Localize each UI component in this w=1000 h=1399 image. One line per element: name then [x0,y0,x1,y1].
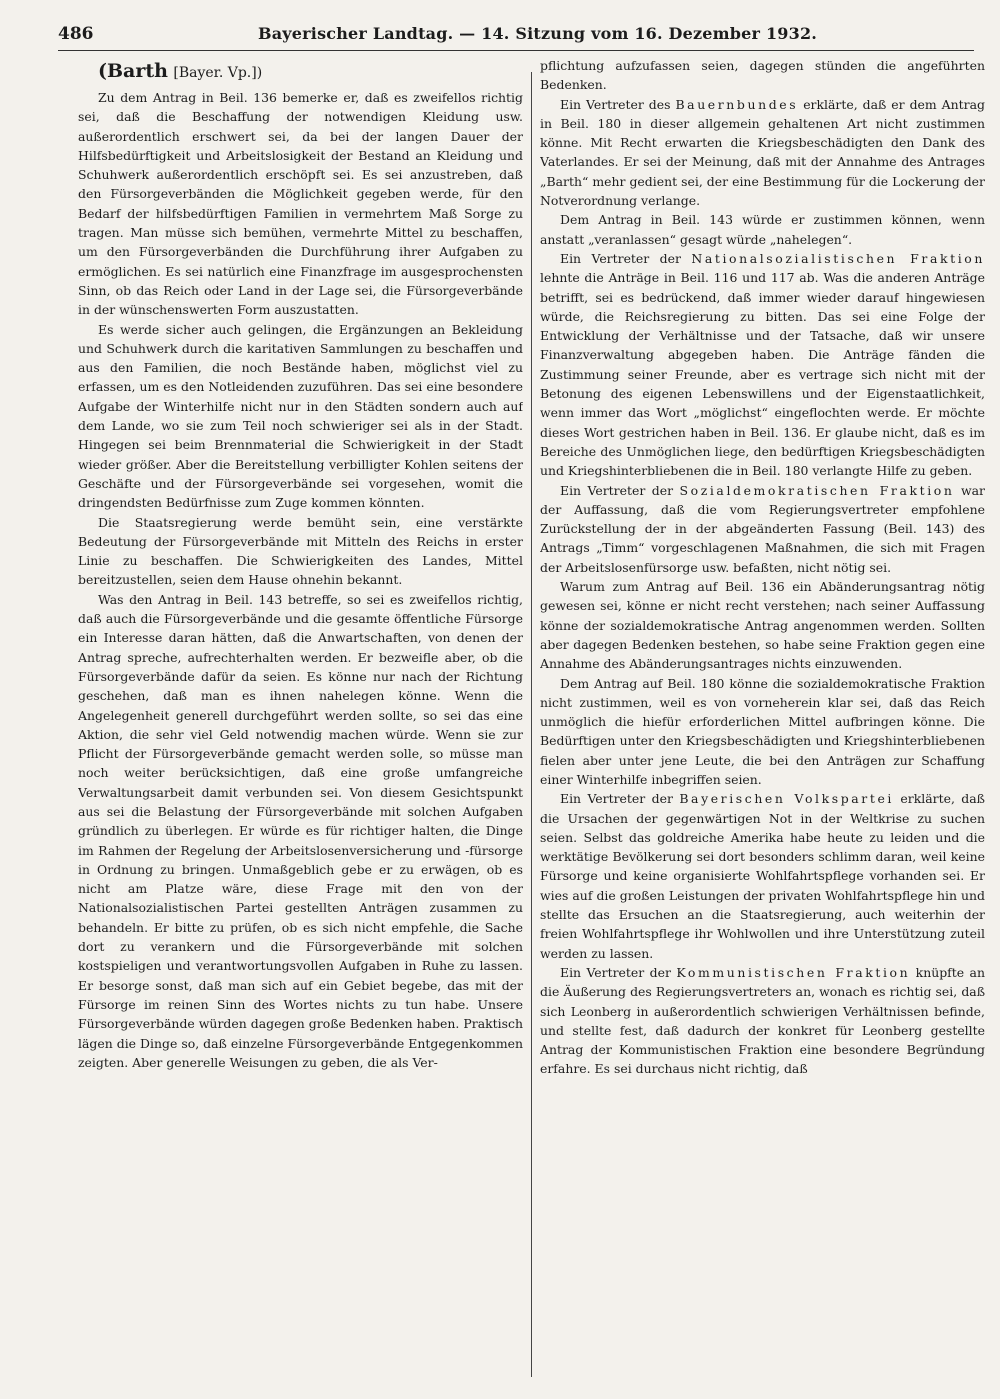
faction-name: Sozialdemokratischen Fraktion [679,482,955,498]
column-divider [531,72,532,1377]
paragraph: Was den Antrag in Beil. 143 betreffe, so sei es zweifellos richtig, daß auch die Fürsorgeverbände und die gesamte öffentliche Fürsorge ein Interesse daran hätten, daß die Anwartschaften, von denen der Antrag spreche, aufrechterhalten werden. Er bezweifle aber, ob die Fürsorgeverbände dafür da seien. Es könne nur nach der Richtung geschehen, daß man es ihnen nahelegen könne. Wenn die Angelegenheit generell durchgeführt werden sollte, so sei das eine Aktion, die sehr viel Geld notwendig machen würde. Wenn sie zur Pflicht der Fürsorgeverbände gemacht werden solle, so müsse man noch weiter berücksichtigen, daß eine große umfangreiche Verwaltungsarbeit damit verbunden sei. Von diesem Gesichtspunkt aus sei die Belastung der Fürsorgeverbände mit solchen Aufgaben gründlich zu überlegen. Er würde es für richtiger halten, die Dinge im Rahmen der Regelung der Arbeitslosenversicherung und -fürsorge in Ordnung zu bringen. Unmaßgeblich gebe er zu erwägen, ob es nicht am Platze wäre, diese Frage mit den von der Nationalsozialistischen Partei gestellten Anträgen zusammen zu behandeln. Er bitte zu prüfen, ob es sich nicht empfehle, die Sache dort zu verankern und die Fürsorgeverbände mit solchen kostspieligen und verantwortungsvollen Aufgaben in Ruhe zu lassen. Er besorge sonst, daß man sich auf ein Gebiet begebe, das mit der Fürsorge im reinen Sinn des Wortes nichts zu tun habe. Unsere Fürsorgeverbände würden dagegen große Bedenken haben. Praktisch lägen die Dinge so, daß einzelne Fürsorgeverbände Entgegenkommen zeigten. Aber generelle Weisungen zu geben, die als Ver- [78,591,523,1070]
paragraph: Ein Vertreter der Nationalsozialistischen Fraktion lehnte die Anträge in Beil. 116 und 117 ab. Was die anderen Anträge betrifft, sei es bedrückend, daß immer wieder darauf hingewiesen würde, die Reichsregierung zu bitten. Das sei eine Folge der Entwicklung der Verhältnisse und der Tatsache, daß wir unsere Finanzverwaltung abgegeben haben. Die Anträge fänden die Zustimmung seiner Freunde, aber es vertrage sich nicht mit der Betonung des eigenen Lebenswillens und der Eigenstaatlichkeit, wenn immer das Wort „möglichst“ eingeflochten werde. Er möchte dieses Wort gestrichen haben in Beil. 136. Er glaube nicht, daß es im Bereiche des Unmöglichen liege, den bedürftigen Kriegsbeschädigten und Kriegshinterbliebenen die in Beil. 180 verlangte Hilfe zu geben. [540,250,985,479]
paragraph: Zu dem Antrag in Beil. 136 bemerke er, daß es zweifellos richtig sei, daß die Beschaffung der notwendigen Kleidung usw. außerordentlich erschwert sei, da bei der langen Dauer der Hilfsbedürftigkeit und Arbeitslosigkeit der Bestand an Kleidung und Schuhwerk außerordentlich erschöpft sei. Es sei anzustreben, daß den Fürsorgeverbänden die Möglichkeit gegeben werde, für den Bedarf der hilfsbedürftigen Familien in vermehrtem Maß Sorge zu tragen. Man müsse sich bemühen, vermehrte Mittel zu beschaffen, um den Fürsorgeverbänden die Durchführung ihrer Aufgaben zu ermöglichen. Es sei natürlich eine Finanzfrage im ausgesprochensten Sinn, ob das Reich oder Land in der Lage sei, die Fürsorgeverbände in der wünschenswerten Form auszustatten. [78,90,523,318]
faction-name: Bayerischen Volkspartei [679,791,894,807]
paragraph: Dem Antrag auf Beil. 180 könne die sozialdemokratische Fraktion nicht zustimmen, weil es von vorneherein klar sei, daß das Reich unmöglich die hiefür erforderlichen Mittel aufbringen könne. Die Bedürftigen unter den Kriegsbeschädigten und Kriegshinterbliebenen fielen aber unter jene Leute, die bei den Anträgen zur Schaffung einer Winterhilfe inbegriffen seien. [540,675,985,787]
faction-name: Kommunistischen Fraktion [676,964,911,980]
faction-name: Bauernbundes [675,96,799,112]
page-number: 486 [58,24,94,44]
paragraph: Ein Vertreter der Bayerischen Volkspartei erklärte, daß die Ursachen der gegenwärtigen Not in der Weltkrise zu suchen seien. Selbst das goldreiche Amerika habe heute zu leiden und die werktätige Bevölkerung sei dort besonders schlimm daran, weil keine Fürsorge und keine organisierte Wohlfahrtspflege vorhanden sei. Er wies auf die großen Leistungen der privaten Wohlfahrtspflege hin und stellte das Ersuchen an die Staatsregierung, auch weiterhin der freien Wohlfahrtspflege ihr Wohlwollen und ihre Unterstützung zuteil werden zu lassen. [540,791,985,961]
page-header [58,20,974,51]
paragraph: Die Staatsregierung werde bemüht sein, eine verstärkte Bedeutung der Fürsorgeverbände mit Mitteln des Reichs in erster Linie zu beschaffen. Die Schwierigkeiten des Landes, Mittel bereitzustellen, seien dem Hause ohnehin bekannt. [78,514,523,588]
speaker-heading [78,56,523,88]
paragraph: Ein Vertreter der Sozialdemokratischen Fraktion war der Auffassung, daß die vom Regierungsvertreter empfohlene Zurückstellung der in der abgeänderten Fassung (Beil. 143) des Antrags „Timm“ vorgeschlagenen Maßnahmen, die sich mit Fragen der Arbeitslosenfürsorge usw. befaßten, nicht nötig sei. [540,482,985,575]
right-column [540,56,985,1386]
faction-name: Nationalsozialistischen Fraktion [691,250,985,266]
paragraph: Es werde sicher auch gelingen, die Ergänzungen an Bekleidung und Schuhwerk durch die karitativen Sammlungen zu beschaffen und aus den Familien, die noch Bestände haben, möglichst viel zu erfassen, um es den Notleidenden zuzuführen. Das sei eine besondere Aufgabe der Winterhilfe nicht nur in den Städten sondern auch auf dem Lande, wo sie zum Teil noch schwieriger sei als in der Stadt. Hingegen sei beim Brennmaterial die Schwierigkeit in der Stadt wieder größer. Aber die Bereitstellung verbilligter Kohlen seitens der Geschäfte und der Fürsorgeverbände sei vorgesehen, womit die dringendsten Bedürfnisse zum Zuge kommen könnten. [78,321,523,511]
paragraph: Warum zum Antrag auf Beil. 136 ein Abänderungsantrag nötig gewesen sei, könne er nicht recht verstehen; nach seiner Auffassung könne der sozialdemokratische Antrag angenommen werden. Sollten aber dagegen Bedenken bestehen, so habe seine Fraktion gegen eine Annahme des Abänderungsantrages nichts einzuwenden. [540,579,985,672]
speaker-name: (Barth [98,60,168,82]
paragraph-continuation: pflichtung aufzufassen seien, dagegen stünden die angeführten Bedenken. [540,58,985,93]
paragraph: Dem Antrag in Beil. 143 würde er zustimmen können, wenn anstatt „veranlassen“ gesagt würde „nahelegen“. [540,212,985,247]
speaker-party: [Bayer. Vp.]) [173,65,263,81]
left-column [78,56,523,1386]
paragraph: Ein Vertreter des Bauernbundes erklärte, daß er dem Antrag in Beil. 180 in dieser allgemein gehaltenen Art nicht zustimmen könne. Mit Recht erwarten die Kriegsbeschädigten den Dank des Vaterlandes. Er sei der Meinung, daß mit der Annahme des Antrages „Barth“ mehr gedient sei, der eine Bestimmung für die Lockerung der Notverordnung verlange. [540,96,985,209]
paragraph: Ein Vertreter der Kommunistischen Fraktion knüpfte an die Äußerung des Regierungsvertreters an, wonach es richtig sei, daß sich Leonberg in außerordentlich schwierigen Verhältnissen befinde, und stellte fest, daß dadurch der konkret für Leonberg gestellte Antrag der Kommunistischen Fraktion eine besondere Begründung erfahre. Es sei durchaus nicht richtig, daß [540,964,985,1077]
running-title: Bayerischer Landtag. — 14. Sitzung vom 16. Dezember 1932. [258,24,818,43]
